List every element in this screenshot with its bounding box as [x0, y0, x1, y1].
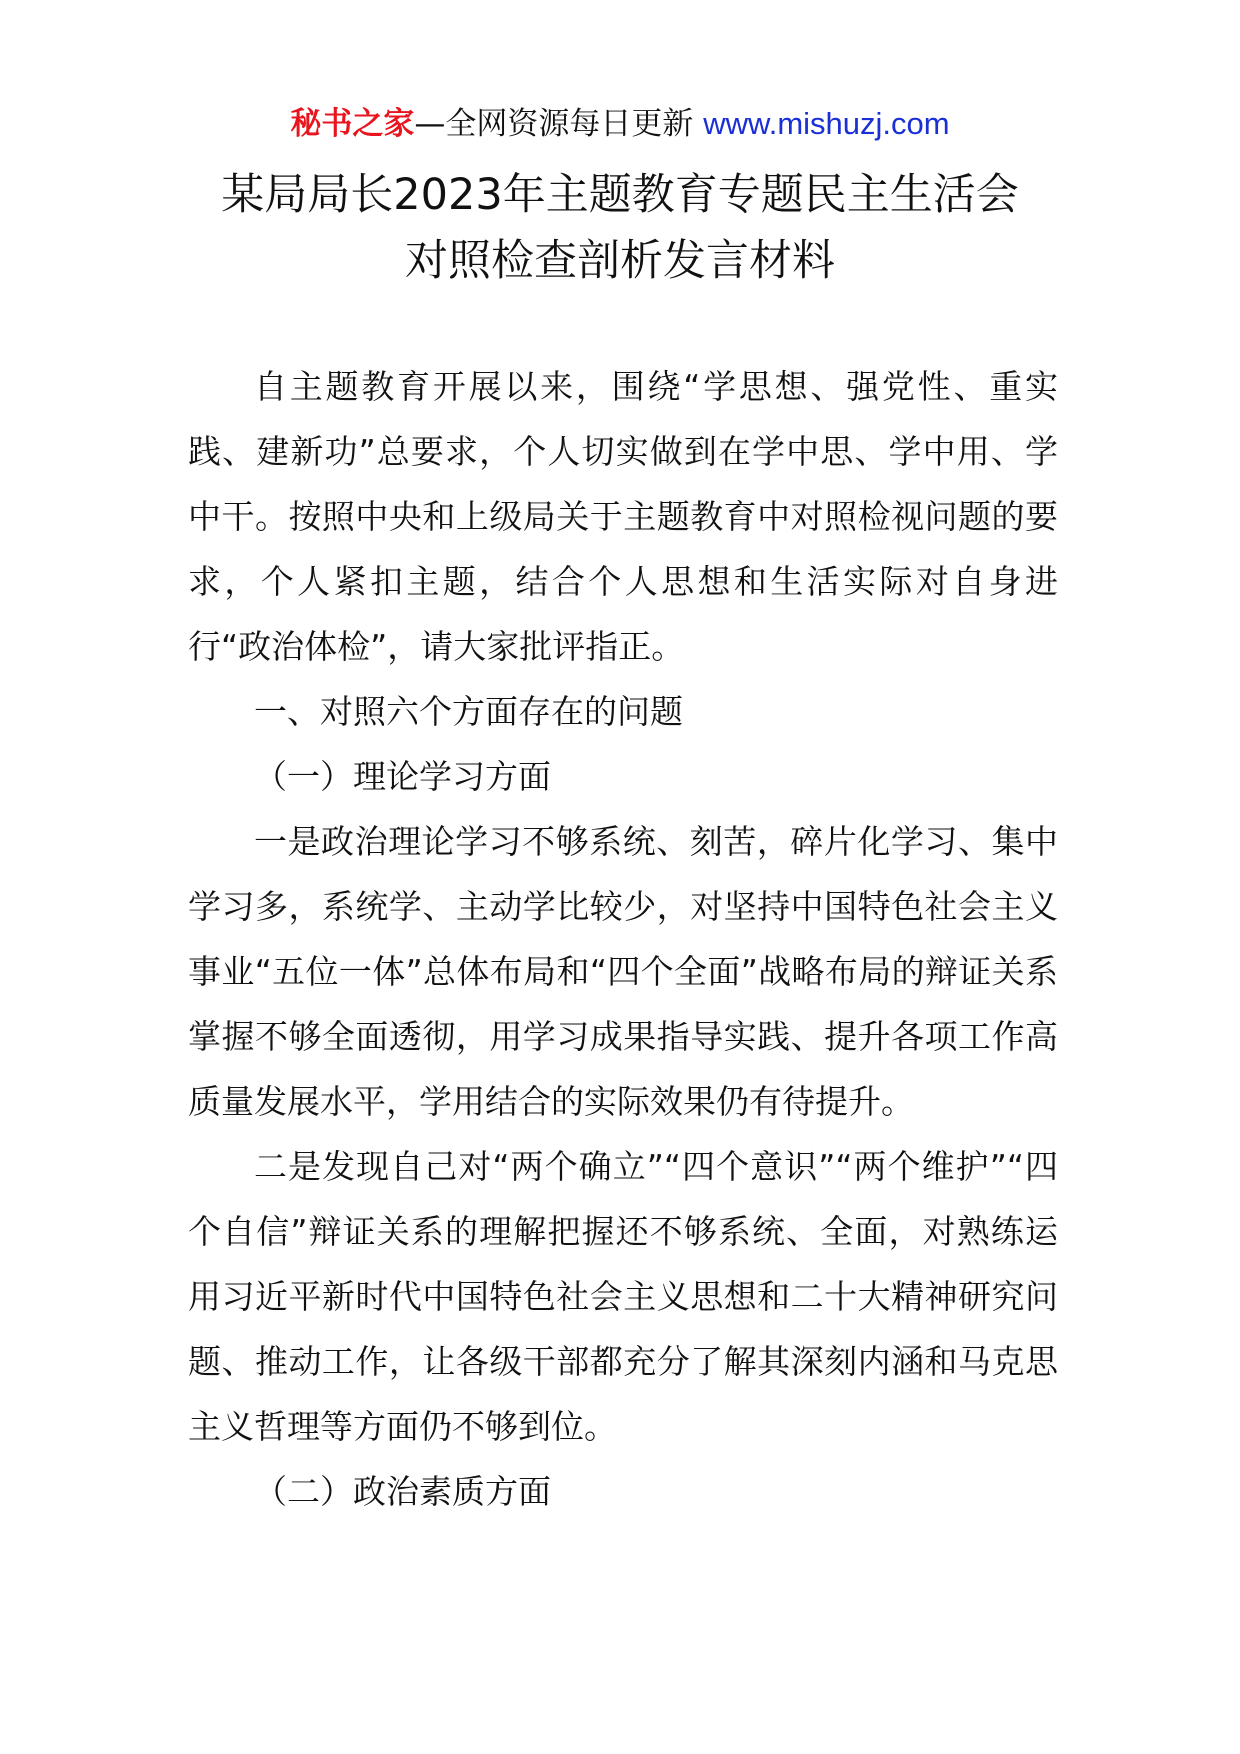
- paragraph-2: 二是发现自己对“两个确立”“四个意识”“两个维护”“四个自信”辩证关系的理解把握还不够系统、全面，对熟练运用习近平新时代中国特色社会主义思想和二十大精神研究问题、推动工作，让各级干部都充分了解其深刻内涵和马克思主义哲理等方面仍不够到位。: [188, 1147, 1058, 1446]
- brand-name: 秘书之家: [290, 106, 415, 142]
- site-header: [0, 102, 1240, 146]
- title-line-2: 对照检查剖析发言材料: [405, 236, 835, 286]
- subsection-heading-2: （二）政治素质方面: [254, 1472, 551, 1511]
- paragraph-1: 一是政治理论学习不够系统、刻苦，碎片化学习、集中学习多，系统学、主动学比较少，对坚持中国特色社会主义事业“五位一体”总体布局和“四个全面”战略布局的辩证关系掌握不够全面透彻，用学习成果指导实践、提升各项工作高质量发展水平，学用结合的实际效果仍有待提升。: [188, 822, 1058, 1121]
- header-slogan: —全网资源每日更新: [414, 106, 694, 142]
- document-title: [0, 162, 1240, 294]
- title-line-1: 某局局长2023年主题教育专题民主生活会: [221, 170, 1019, 220]
- document-body: [188, 354, 1058, 1524]
- section-heading-1: 一、对照六个方面存在的问题: [254, 692, 683, 731]
- subsection-heading-1: （一）理论学习方面: [254, 757, 551, 796]
- intro-paragraph: 自主题教育开展以来，围绕“学思想、强党性、重实践、建新功”总要求，个人切实做到在学中思、学中用、学中干。按照中央和上级局关于主题教育中对照检视问题的要求，个人紧扣主题，结合个人思想和生活实际对自身进行“政治体检”，请大家批评指正。: [188, 367, 1058, 666]
- site-url: www.mishuzj.com: [703, 106, 950, 141]
